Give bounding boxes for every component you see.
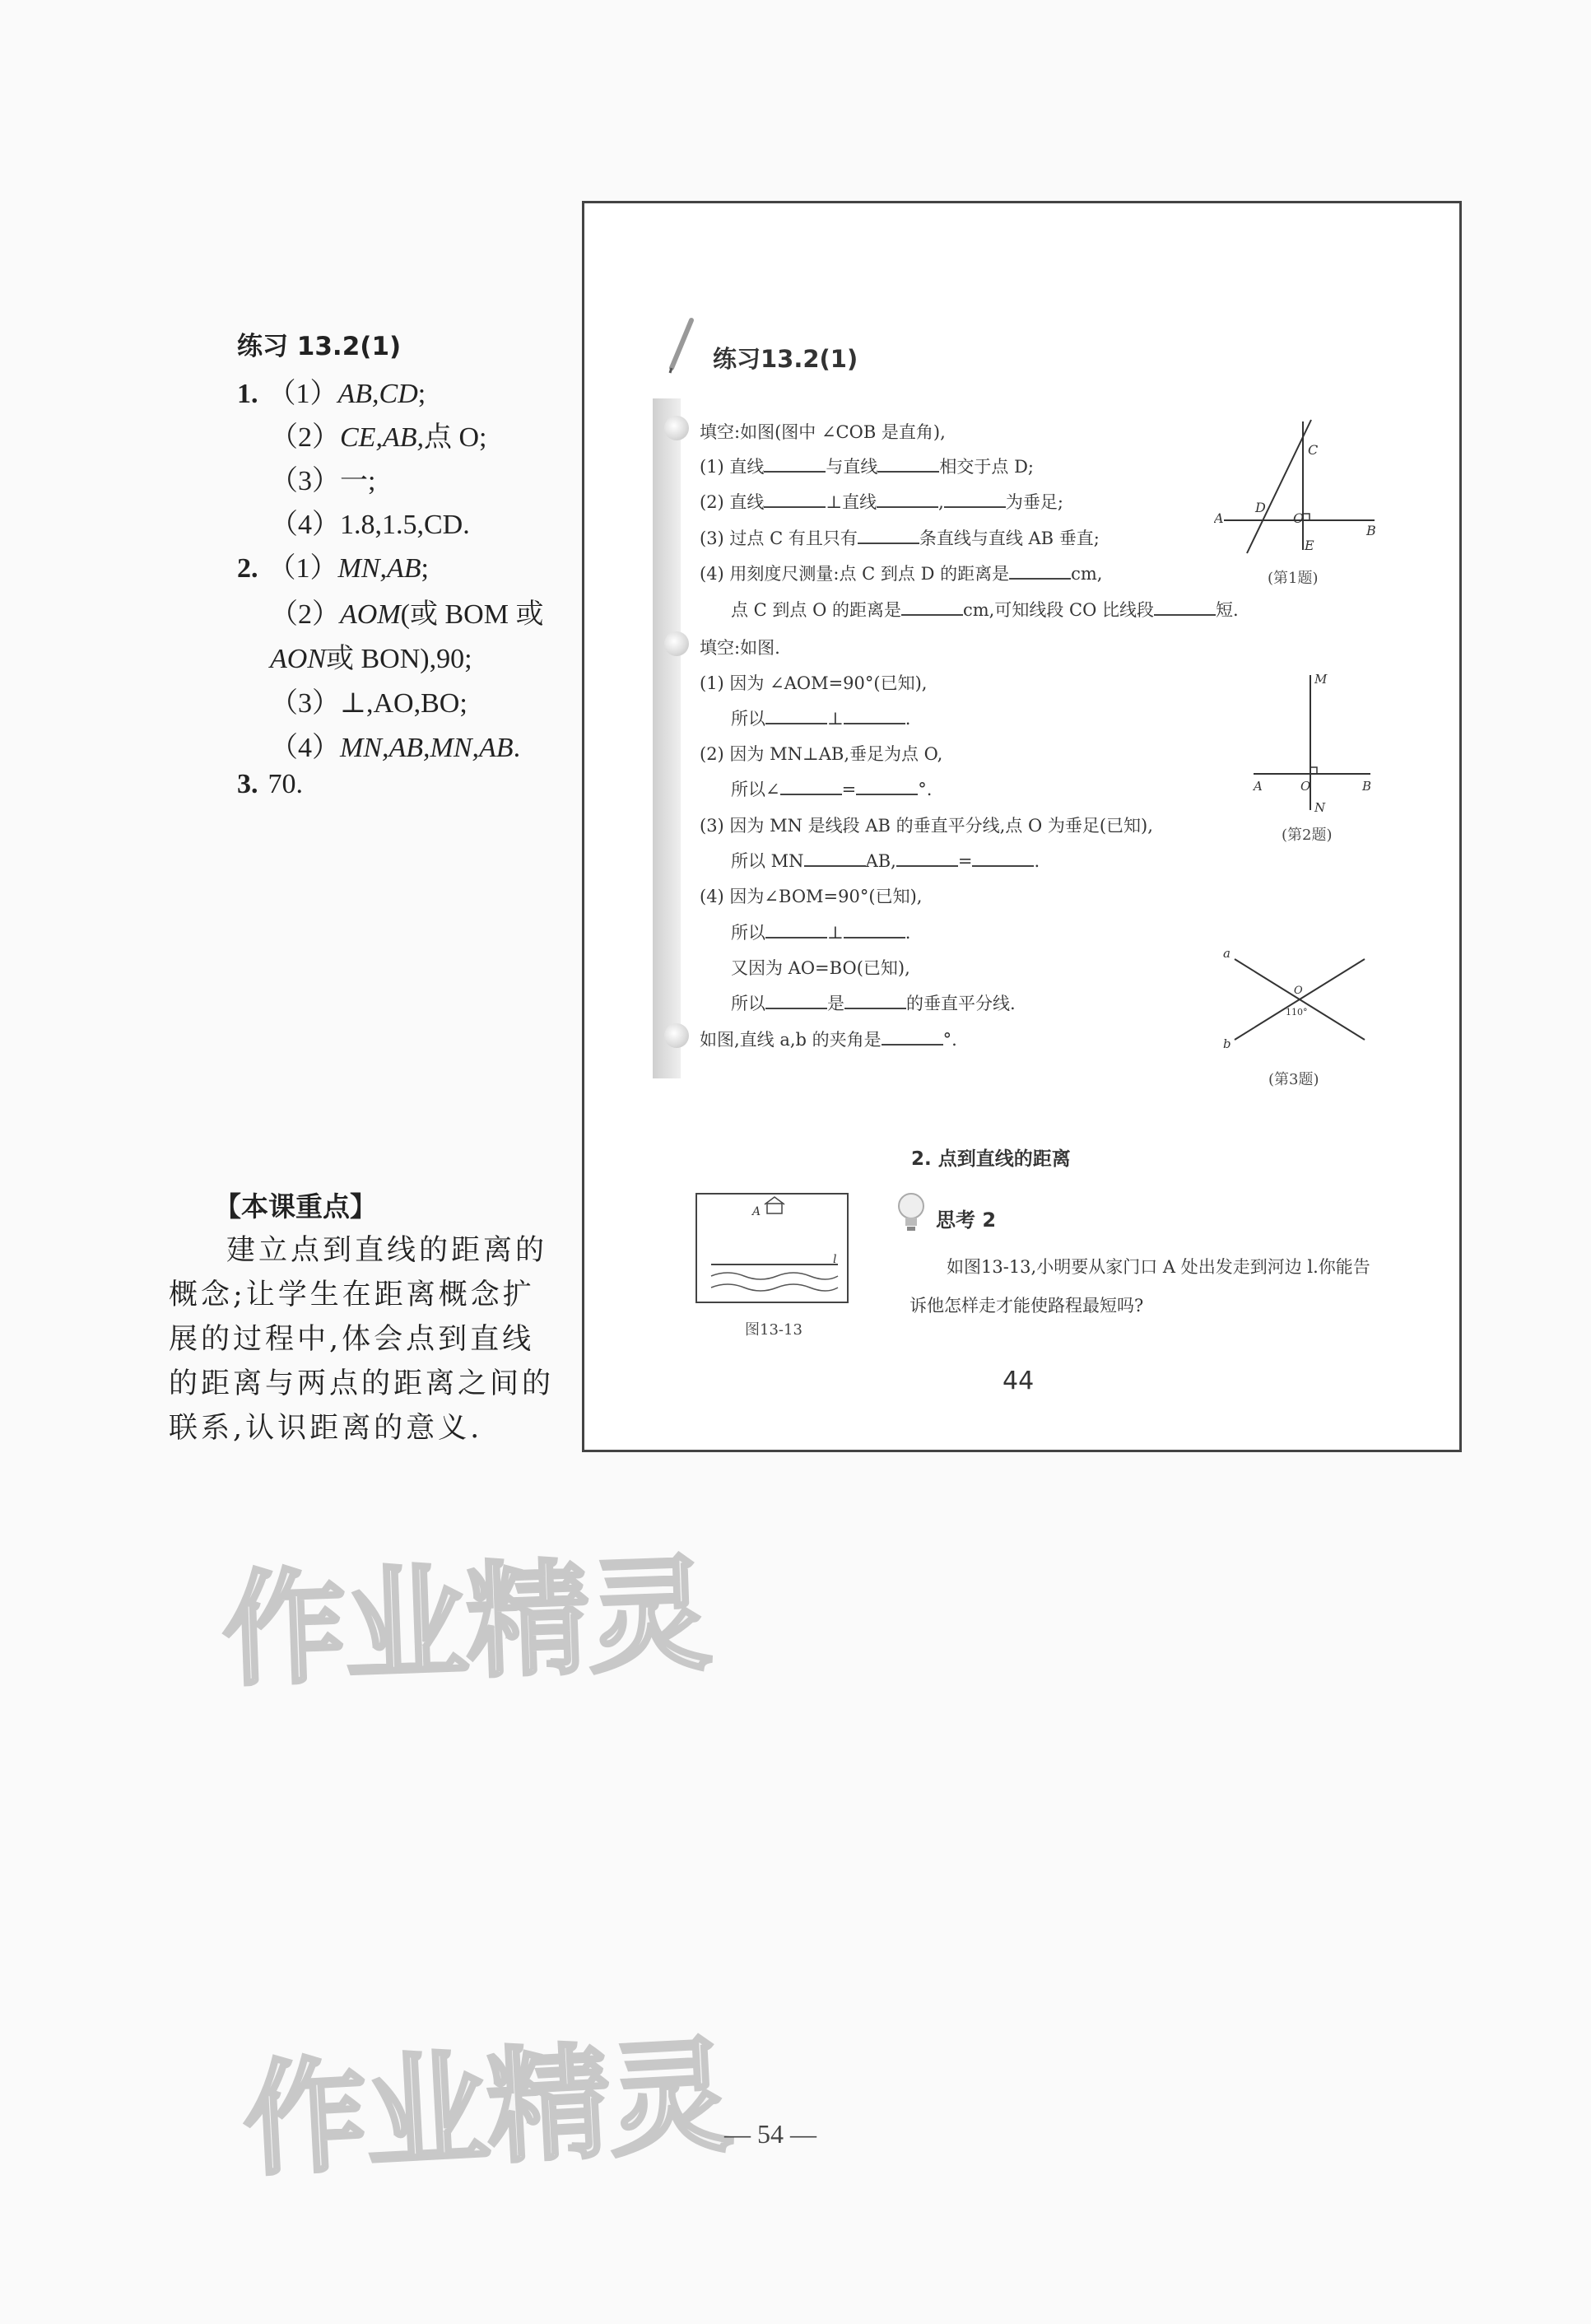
q1-label-o: O [1293,510,1305,526]
exercise-side-bar [653,398,681,1078]
page-footer-number: — 54 — [724,2119,816,2149]
answer-ital: AB,CD [337,379,418,409]
q1-label-b: B [1366,523,1376,538]
answer-text: （3） [270,688,340,719]
q3-figure [1218,943,1375,1050]
q3-text: 如图,直线 a,b 的夹角是 °. [700,1030,957,1050]
answer-text: （2） [270,599,340,630]
q2-caption: (第2题) [1282,827,1333,844]
q2-line-3-sub: 所以 MN AB, = . [731,851,1040,871]
question-marker-1 [664,416,689,440]
answer-tail: . [513,733,521,763]
q2-line-4-sub: 所以 ⊥ . [731,923,911,943]
q1-line-1: (1) 直线 与直线 相交于点 D; [700,457,1035,477]
answer-num: 2. [237,553,258,584]
focus-body: 建立点到直线的距离的概念;让学生在距离概念扩展的过程中,体会点到直线的距离与两点的距离之间的联系,认识距离的意义. [169,1234,555,1445]
answer-tail: ; [417,379,426,409]
answer-tail: 点 O; [423,422,487,453]
q2-label-n: N [1314,800,1326,815]
answer-line [237,769,303,800]
exercise-title: 练习13.2(1) [713,345,858,373]
q3-angle-label: 110° [1286,1007,1308,1018]
q1-label-e: E [1305,538,1314,553]
answers-title: 练习 13.2(1) [237,332,402,361]
q1-label-d: D [1255,500,1266,515]
answer-line [270,636,472,676]
q2-line-5: 又因为 AO=BO(已知), [731,958,910,978]
answer-ital: AOM [340,599,401,630]
answer-text: （1） [267,379,338,409]
answer-text: （4） [270,510,340,540]
answer-ital: MN,AB,MN,AB [340,733,514,763]
answer-line [270,591,543,631]
q1-figure [1214,412,1379,568]
q3-label-o: O [1294,985,1303,997]
answer-tail: 一; [340,466,376,496]
q2-label-b: B [1362,779,1372,794]
answer-tail: (或 BOM 或 [400,599,544,630]
answer-num: 1. [237,379,258,409]
think-text: 如图13-13,小明要从家门口 A 处出发走到河边 l.你能告诉他怎样走才能使路程最短吗? [909,1257,1370,1316]
watermark-1: 作业精灵 [220,1543,713,1704]
figure-13-13-caption: 图13-13 [745,1321,802,1339]
q1-caption: (第1题) [1268,570,1319,587]
q2-line-2-sub: 所以∠ = °. [731,780,933,799]
q2-line-2: (2) 因为 MN⊥AB,垂足为点 O, [700,744,943,764]
pencil-icon [667,317,700,375]
question-marker-3 [664,1023,689,1048]
watermark-2: 作业精灵 [240,2024,734,2194]
answer-text: （1） [267,553,338,584]
figure-13-13 [695,1192,851,1307]
focus-title: 【本课重点】 [214,1190,377,1223]
answer-line [270,458,375,498]
q2-line-1: (1) 因为 ∠AOM=90°(已知), [700,673,928,693]
answer-text: （3） [270,466,340,496]
q2-label-a: A [1254,779,1263,794]
answer-line [270,724,520,765]
q3-caption: (第3题) [1268,1071,1319,1088]
fig-label-a: A [752,1205,761,1218]
q2-label-o: O [1300,779,1311,794]
q1-label-c: C [1308,442,1319,458]
answer-text: （2） [270,422,340,453]
fig-label-l: l [833,1253,837,1266]
q3-label-b: b [1223,1036,1231,1050]
q2-label-m: M [1314,672,1328,687]
q1-line-4: (4) 用刻度尺测量:点 C 到点 D 的距离是 cm, [700,564,1103,584]
answer-tail: ; [421,553,429,584]
q1-line-2: (2) 直线 ⊥直线 , 为垂足; [700,492,1063,512]
answer-ital: CE,AB, [340,422,424,453]
answer-ital: MN,AB [337,553,421,584]
answer-text: （4） [270,733,340,763]
answer-num: 3. [237,769,258,799]
answer-tail: 70. [267,769,303,799]
answer-tail: ⊥,AO,BO; [340,688,468,719]
section-title: 2. 点到直线的距离 [911,1148,1071,1170]
q2-line-3: (3) 因为 MN 是线段 AB 的垂直平分线,点 O 为垂足(已知), [700,816,1153,836]
answer-tail: 1.8,1.5,CD. [340,510,470,540]
q2-line-6: 所以 是 的垂直平分线. [731,994,1016,1013]
answer-line [237,545,429,585]
answer-tail: 或 BON),90; [326,644,472,674]
q3-label-a: a [1223,946,1230,961]
q1-line-5: 点 C 到点 O 的距离是 cm,可知线段 CO 比线段 短. [731,600,1239,620]
q1-line-3: (3) 过点 C 有且只有 条直线与直线 AB 垂直; [700,529,1100,548]
q2-intro: 填空:如图. [700,638,780,658]
answer-ital: AON [270,644,326,674]
textbook-page-number: 44 [1003,1367,1035,1395]
lightbulb-icon [893,1190,929,1237]
q1-intro: 填空:如图(图中 ∠COB 是直角), [700,422,946,442]
answer-line [270,680,468,720]
question-marker-2 [664,631,689,656]
q1-label-a: A [1214,510,1224,526]
q2-line-1-sub: 所以 ⊥ . [731,709,911,729]
q2-line-4: (4) 因为∠BOM=90°(已知), [700,887,923,906]
answer-line [270,414,486,454]
q2-figure [1247,668,1379,825]
answer-line [237,370,426,411]
answer-line [270,501,470,542]
think-title: 思考 2 [936,1209,997,1232]
